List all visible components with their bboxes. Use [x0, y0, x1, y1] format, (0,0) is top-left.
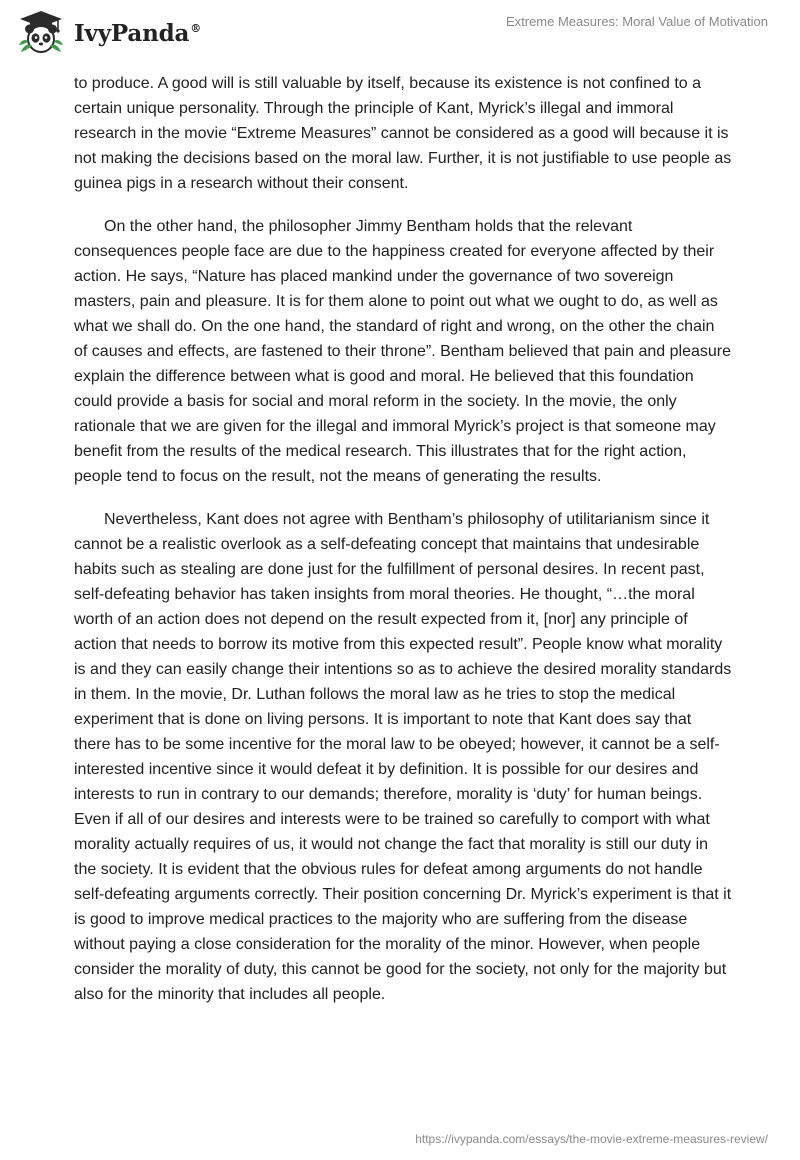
paragraph: to produce. A good will is still valuable by itself, because its existence is not confined to a certain unique personality. Through the principle of Kant, Myrick’s illegal and immoral research in the movie “Extreme Measures” cannot be considered as a good will because it is not making the decisions based on the moral law. Further, it is not justifiable to use people as guinea pigs in a research without their consent.: [74, 75, 732, 192]
document-title: Extreme Measures: Moral Value of Motivation: [505, 14, 768, 29]
panda-graduate-icon: [16, 8, 66, 58]
paragraph: Nevertheless, Kant does not agree with Bentham’s philosophy of utilitarianism since it cannot be a realistic overlook as a self-defeating concept that maintains that undesirable habits such as stealing are done just for the fulfillment of personal desires. In recent past, self-defeating behavior has taken insights from moral theories. He thought, “…the moral worth of an action does not depend on the result expected from it, [nor] any principle of action that needs to borrow its motive from this expected result”. People know what morality is and they can easily change their intentions so as to achieve the desired morality standards in them. In the movie, Dr. Luthan follows the moral law as he tries to stop the medical experiment that is done on living persons. It is important to note that Kant does say that there has to be some incentive for the moral law to be obeyed; however, it cannot be a self-interested incentive since it would defeat it by definition. It is possible for our desires and interests to run in contrary to our demands; therefore, morality is ‘duty’ for human beings. Even if all of our desires and interests were to be trained so carefully to comport with what morality actually requires of us, it would not change the fact that morality is still our duty in the society. It is evident that the obvious rules for defeat among arguments do not handle self-defeating arguments correctly. Their position concerning Dr. Myrick’s experiment is that it is good to improve medical practices to the majority who are suffering from the disease without paying a close consideration for the morality of the minor. However, when people consider the morality of duty, this cannot be good for the society, not only for the majority but also for the minority that includes all people.: [74, 511, 732, 1003]
paragraph: On the other hand, the philosopher Jimmy Bentham holds that the relevant consequences people face are due to the happiness created for everyone affected by their action. He says, “Nature has placed mankind under the governance of two sovereign masters, pain and pleasure. It is for them alone to point out what we ought to do, as well as what we shall do. On the one hand, the standard of right and wrong, on the other the chain of causes and effects, are fastened to their throne”. Bentham believed that pain and pleasure explain the difference between what is good and moral. He believed that this foundation could provide a basis for social and moral reform in the society. In the movie, the only rationale that we are given for the illegal and immoral Myrick’s project is that someone may benefit from the results of the medical research. This illustrates that for the right action, people tend to focus on the result, not the means of generating the results.: [74, 218, 732, 485]
logo-wordmark: IvyPanda®: [74, 19, 201, 47]
essay-body: [74, 71, 732, 1025]
registered-mark: ®: [190, 21, 201, 35]
page-header: [0, 0, 800, 70]
ivypanda-logo[interactable]: [16, 8, 201, 58]
source-url-link[interactable]: https://ivypanda.com/essays/the-movie-extreme-measures-review/: [415, 1132, 768, 1146]
